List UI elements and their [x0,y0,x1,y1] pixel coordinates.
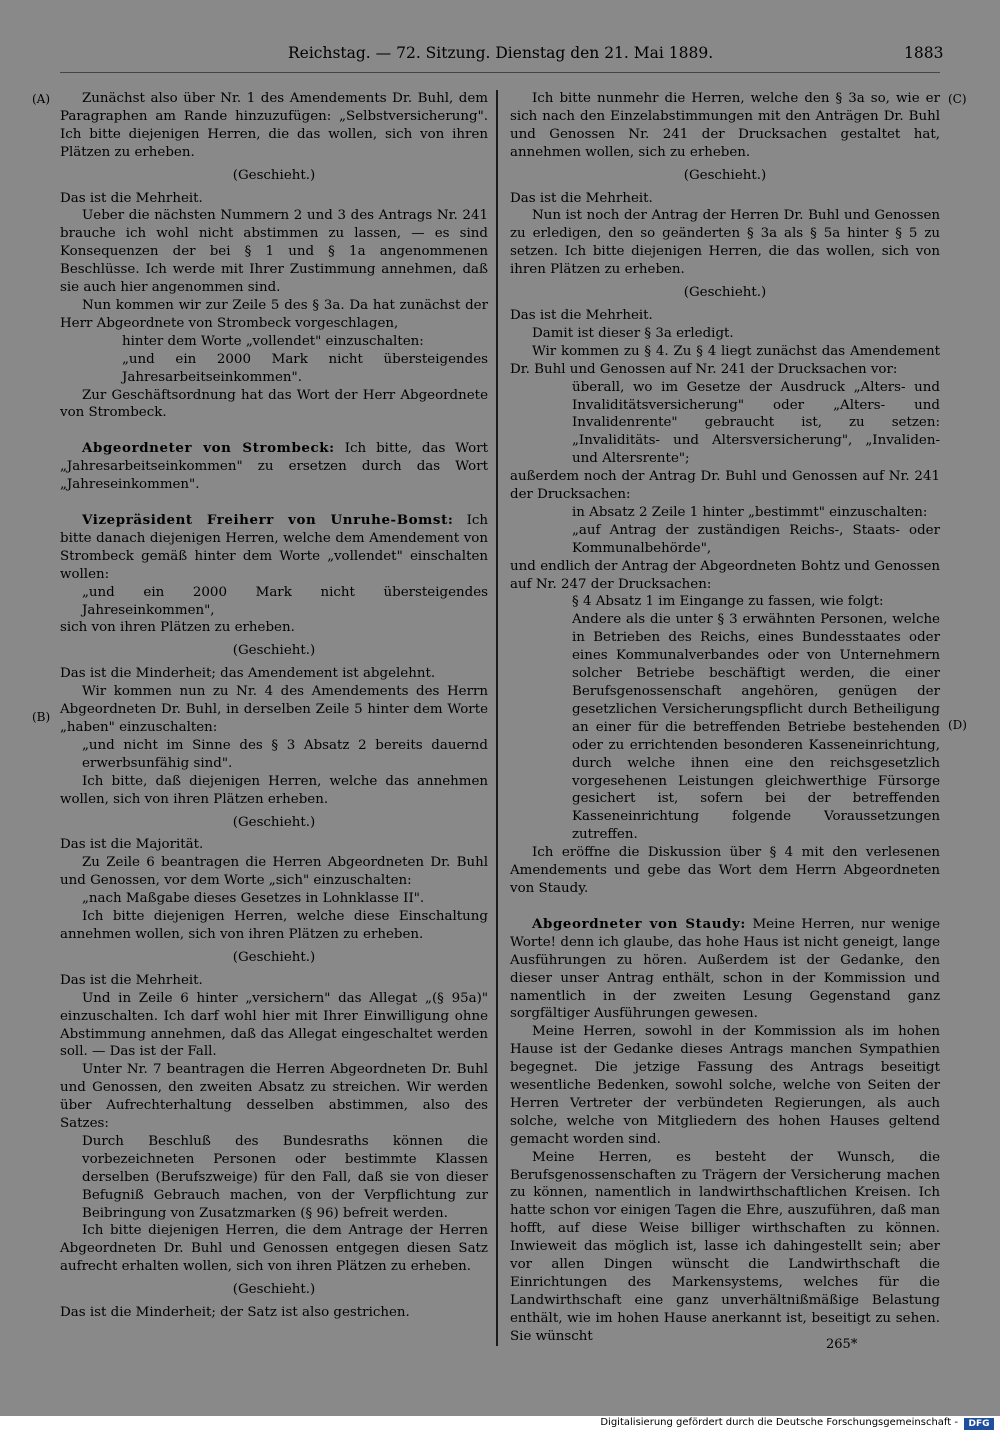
paragraph: außerdem noch der Antrag Dr. Buhl und Genossen auf Nr. 241 der Drucksachen: [510,469,940,503]
stage-direction: (Geschieht.) [683,167,767,183]
stage-direction: (Geschieht.) [232,1282,316,1298]
paragraph: Meine Herren, sowohl in der Kommission als im hohen Hause ist der Gedanke dieses Antrags manchen Sympathien begegnet. Die jetzige Fassung des Antrags beseitigt wesentliche Bedenken, sowohl solche, welche von Seiten der Herren Vertreter der verbündeten Regierungen, als auch solche, welche von Mitgliedern des hohen Hauses geltend gemacht worden sind. [510,1024,940,1147]
right-column [510,90,940,1346]
page-header-title: Reichstag. — 72. Sitzung. Dienstag den 21. Mai 1889. [288,44,714,62]
quotation: „nach Maßgabe dieses Gesetzes in Lohnklasse II". [82,891,425,907]
paragraph: Das ist die Majorität. [60,837,204,853]
column-divider [496,90,498,1346]
margin-mark-c: (C) [948,92,967,106]
left-column [60,90,488,1322]
paragraph: Das ist die Mehrheit. [60,972,203,988]
quotation: „und ein 2000 Mark nicht übersteigendes Jahresarbeitseinkommen". [122,351,488,385]
quotation: „und nicht im Sinne des § 3 Absatz 2 bereits dauernd erwerbsunfähig sind". [82,737,488,771]
speaker-name: Abgeordneter von Strombeck: [82,440,335,457]
quotation: § 4 Absatz 1 im Eingange zu fassen, wie folgt: [572,594,884,610]
paragraph: Nun kommen wir zur Zeile 5 des § 3a. Da hat zunächst der Herr Abgeordnete von Strombeck vorgeschlagen, [60,297,488,331]
paragraph: Das ist die Minderheit; das Amendement ist abgelehnt. [60,666,436,682]
paragraph: Zunächst also über Nr. 1 des Amendements Dr. Buhl, dem Paragraphen am Rande hinzuzufügen: „Selbstversicherung". Ich bitte diejenigen Herren, die das wollen, sich von ihren Plätzen zu erheben. [60,91,488,160]
paragraph: Meine Herren, es besteht der Wunsch, die Berufsgenossenschaften zu Trägern der Versicherung machen zu können, namentlich in landwirthschaftlichen Kreisen. Ich hatte schon vor einigen Tagen die Ehre, auszuführen, daß man hofft, auf diese Weise billiger wirthschaften zu können. Inwieweit das möglich ist, lasse ich dahingestellt sein; aber vor allen Dingen wünscht die Landwirthschaft die Einrichtungen des Markensystems, welches für die Landwirthschaft eine ganz unverhältnißmäßige Belastung enthält, wie im hohen Hause anerkannt ist, beseitigt zu sehen. Sie wünscht [510,1149,940,1344]
margin-mark-d: (D) [948,718,967,732]
paragraph: und endlich der Antrag der Abgeordneten Bohtz und Genossen auf Nr. 247 der Drucksachen: [510,558,940,592]
paragraph: Wir kommen zu § 4. Zu § 4 liegt zunächst das Amendement Dr. Buhl und Genossen auf Nr. 241 der Drucksachen vor: [510,343,940,377]
paragraph: Zur Geschäftsordnung hat das Wort der Herr Abgeordnete von Strombeck. [60,387,488,421]
quotation: hinter dem Worte „vollendet" einzuschalten: [122,333,424,349]
speaker-name: Vizepräsident Freiherr von Unruhe-Bomst: [82,512,454,529]
speech-text: Meine Herren, nur wenige Worte! denn ich glaube, das hohe Haus ist nicht geneigt, lange Ausführungen zu hören. Außerdem ist der Gedanke, den dieser unser Antrag enthält, schon in der Kommission und namentlich in der zweiten Lesung Gegenstand ganz sorgfältiger Ausführungen gewesen. [510,916,940,1022]
paragraph: Das ist die Mehrheit. [510,307,653,323]
paragraph: Ich bitte, daß diejenigen Herren, welche das annehmen wollen, sich von ihren Plätzen erheben. [60,773,488,807]
speech-text: Ich bitte, das Wort „Jahresarbeitseinkommen" zu ersetzen durch das Wort „Jahreseinkommen". [60,441,488,493]
stage-direction: (Geschieht.) [232,643,316,659]
quotation: „und ein 2000 Mark nicht übersteigendes Jahreseinkommen", [82,584,488,618]
paragraph: Das ist die Mehrheit. [60,190,203,206]
paragraph: Unter Nr. 7 beantragen die Herren Abgeordneten Dr. Buhl und Genossen, den zweiten Absatz zu streichen. Wir werden über Aufrechterhaltung desselben abstimmen, also des Satzes: [60,1062,488,1132]
paragraph: Das ist die Minderheit; der Satz ist also gestrichen. [60,1305,410,1321]
paragraph: sich von ihren Plätzen zu erheben. [60,620,295,636]
paragraph: Ueber die nächsten Nummern 2 und 3 des Antrags Nr. 241 brauche ich wohl nicht abstimmen zu lassen, — es sind Konsequenzen der bei § 1 und § 1a angenommenen Beschlüsse. Ich werde mit Ihrer Zustimmung annehmen, daß sie auch hier angenommen sind. [60,208,488,296]
margin-mark-b: (B) [32,710,51,724]
stage-direction: (Geschieht.) [232,949,316,965]
footer-credit: Digitalisierung gefördert durch die Deutsche Forschungsgemeinschaft - [600,1417,958,1428]
paragraph: Das ist die Mehrheit. [510,190,653,206]
stage-direction: (Geschieht.) [683,285,767,301]
speech [510,916,940,1023]
quotation: in Absatz 2 Zeile 1 hinter „bestimmt" einzuschalten: [572,504,928,520]
stage-direction: (Geschieht.) [232,814,316,830]
paragraph: Ich bitte diejenigen Herren, welche diese Einschaltung annehmen wollen, sich von ihren Plätzen zu erheben. [60,909,488,942]
speech [60,440,488,494]
stage-direction: (Geschieht.) [232,167,316,183]
paragraph: Ich bitte nunmehr die Herren, welche den § 3a so, wie er sich nach den Einzelabstimmungen mit den Anträgen Dr. Buhl und Genossen Nr. 241 der Drucksachen gestaltet hat, annehmen wollen, sich zu erheben. [510,91,940,160]
speech [60,512,488,584]
paragraph: Zu Zeile 6 beantragen die Herren Abgeordneten Dr. Buhl und Genossen, vor dem Worte „sich" einzuschalten: [60,855,488,889]
paragraph: Ich eröffne die Diskussion über § 4 mit den verlesenen Amendements und gebe das Wort dem Herrn Abgeordneten von Staudy. [510,845,940,896]
paragraph: Und in Zeile 6 hinter „versichern" das Allegat „(§ 95a)" einzuschalten. Ich darf wohl hier mit Ihrer Einwilligung ohne Abstimmung annehmen, daß das Allegat eingeschaltet werden soll. — Das ist der Fall. [60,990,488,1060]
quotation: überall, wo im Gesetze der Ausdruck „Alters- und Invaliditätsversicherung" oder „Alters- und Invalidenrente" gebraucht ist, zu setzen: „Invaliditäts- und Altersversicherung", „Invaliden- und Altersrente"; [572,379,940,467]
dfg-logo-icon: DFG [964,1418,994,1430]
speaker-name: Abgeordneter von Staudy: [532,915,746,932]
paragraph: Wir kommen nun zu Nr. 4 des Amendements des Herrn Abgeordneten Dr. Buhl, in derselben Zeile 5 hinter dem Worte „haben" einzuschalten: [60,684,488,735]
footer-bar [0,1416,1000,1432]
quotation: Durch Beschluß des Bundesraths können die vorbezeichneten Personen oder bestimmte Klassen derselben (Berufszweige) für den Fall, daß sie von dieser Befugniß Gebrauch machen, von der Verpflichtung zur Beibringung von Zusatzmarken (§ 96) befreit werden. [82,1133,488,1221]
paragraph: Ich bitte diejenigen Herren, die dem Antrage der Herren Abgeordneten Dr. Buhl und Genossen entgegen diesen Satz aufrecht erhalten wollen, sich von ihren Plätzen zu erheben. [60,1223,488,1275]
sheet-signature: 265* [826,1337,858,1352]
quotation: „auf Antrag der zuständigen Reichs-, Staats- oder Kommunalbehörde", [572,522,940,556]
paragraph: Damit ist dieser § 3a erledigt. [532,325,734,341]
margin-mark-a: (A) [32,92,51,106]
paragraph: Nun ist noch der Antrag der Herren Dr. Buhl und Genossen zu erledigen, den so geänderten § 3a als § 5a hinter § 5 zu setzen. Ich bitte diejenigen Herren, die das wollen, sich von ihren Plätzen zu erheben. [510,208,940,278]
page-number: 1883 [904,44,944,62]
header-rule [60,72,940,73]
quotation: Andere als die unter § 3 erwähnten Personen, welche in Betrieben des Reichs, eines Bundesstaates oder eines Kommunalverbandes oder von Unternehmern solcher Betriebe beschäftigt werden, die einer Berufsgenossenschaft angehören, genügen der gesetzlichen Versicherungspflicht durch Betheiligung an einer für die betreffenden Betriebe bestehenden oder zu errichtenden besonderen Kasseneinrichtung, durch welche ihnen eine den reichsgesetzlich vorgesehenen Leistungen gleichwerthige Fürsorge gesichert ist, sofern bei der betreffenden Kasseneinrichtung folgende Voraussetzungen zutreffen. [572,612,940,843]
speech-text: Ich bitte danach diejenigen Herren, welche dem Amendement von Strombeck gemäß hinter dem Worte „vollendet" einschalten wollen: [60,513,488,582]
